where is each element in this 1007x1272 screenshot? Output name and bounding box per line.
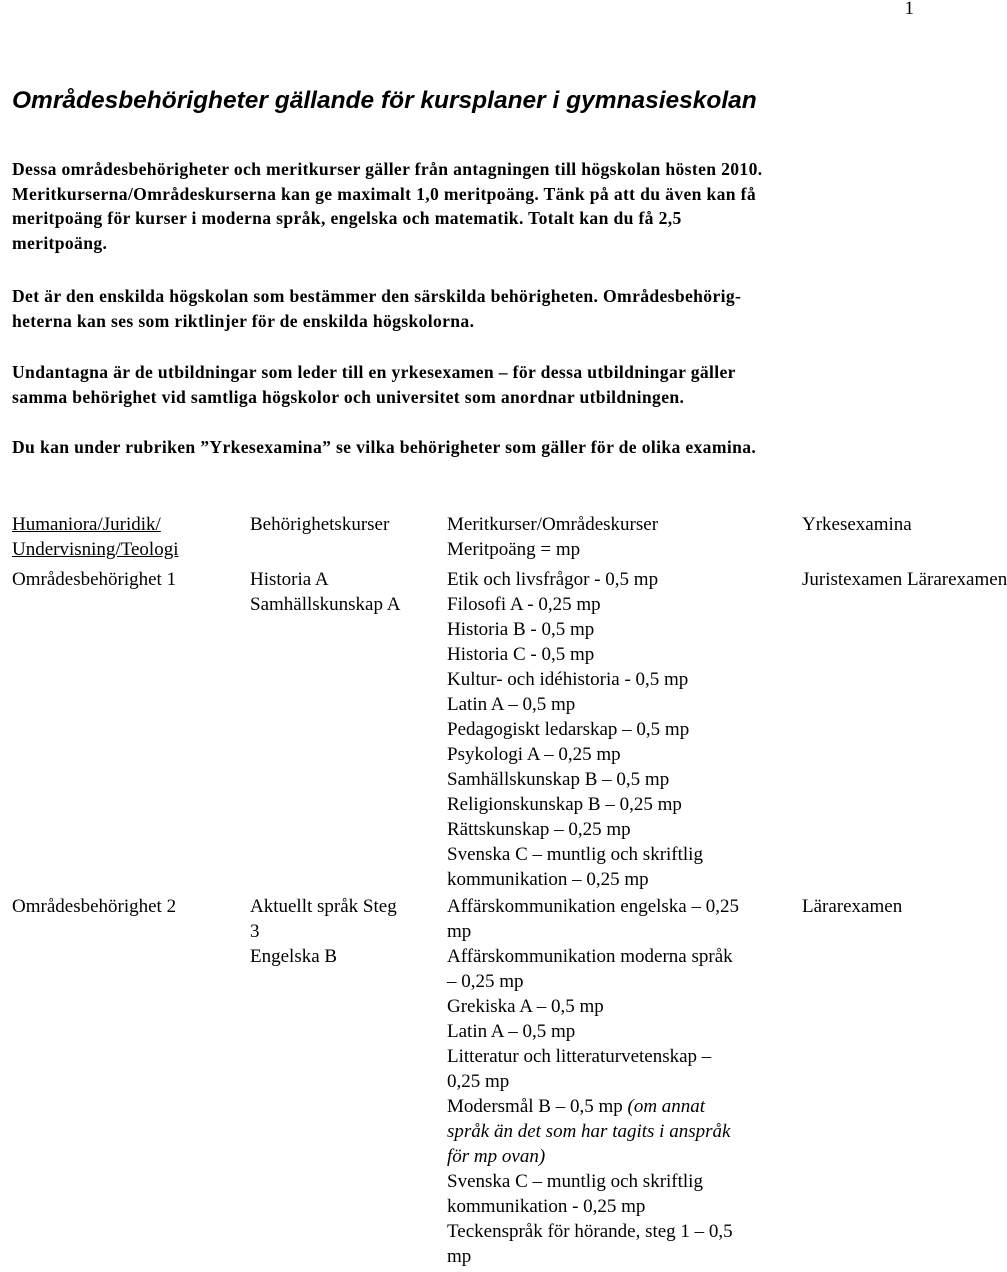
row2-professional-exams: Lärarexamen — [802, 896, 903, 917]
row1-professional-exams: Juristexamen Lärarexamen — [802, 569, 1007, 590]
row2-merit-courses — [447, 894, 792, 1269]
header-merit-courses: Meritkurser/Områdeskurser Meritpoäng = mp — [447, 514, 659, 560]
row1-required-courses: Historia A Samhällskunskap A — [250, 569, 401, 615]
row2-required-courses: Aktuellt språk Steg 3 Engelska B — [250, 896, 397, 967]
row1-merit-courses: Etik och livsfrågor - 0,5 mp Filosofi A - 0,25 mp Historia B - 0,5 mp Historia C - 0,5 mp Kultur- och idéhistoria - 0,5 mp Latin A – 0,5 mp Pedagogiskt ledarskap – 0,5 mp Psykologi A – 0,25 mp Samhällskunskap B – 0,5 mp Religionskunskap B – 0,25 mp Rättskunskap – 0,25 mp Svenska C – muntlig och skriftlig kommunikation – 0,25 mp — [447, 569, 703, 890]
header-required-courses: Behörighetskurser — [250, 514, 390, 535]
yrkesexamina-paragraph: Du kan under rubriken ”Yrkesexamina” se vilka behörigheter som gäller för de olika examina. — [12, 437, 757, 457]
row1-area: Områdesbehörighet 1 — [12, 569, 177, 590]
behorighet-paragraph: Det är den enskilda högskolan som bestämmer den särskilda behörigheten. Områdesbehörig- heterna kan ses som riktlinjer för de enskilda högskolorna. — [12, 286, 742, 331]
exception-paragraph: Undantagna är de utbildningar som leder till en yrkesexamen – för dessa utbildningar gäller samma behörighet vid samtliga högskolor och universitet som anordnar utbildningen. — [12, 362, 736, 407]
row2-merit-list: Affärskommunikation engelska – 0,25 mp Affärskommunikation moderna språk – 0,25 mp Grekiska A – 0,5 mp Latin A – 0,5 mp Litteratur och litteraturvetenskap – 0,25 mp Modersmål B – 0,5 mp — [447, 896, 739, 1117]
row2-area: Områdesbehörighet 2 — [12, 896, 177, 917]
page-number: 1 — [904, 0, 914, 19]
page-title: Områdesbehörigheter gällande för kursplaner i gymnasieskolan — [12, 87, 757, 114]
row2-merit-note: (om annat språk än det som har tagits i anspråk för mp ovan) — [447, 1096, 731, 1167]
row2-merit-list-continued: Svenska C – muntlig och skriftlig kommunikation - 0,25 mp Teckenspråk för hörande, steg 1 – 0,5 mp — [447, 1171, 733, 1267]
header-area: Humaniora/Juridik/ Undervisning/Teologi — [12, 514, 179, 560]
header-professional-exams: Yrkesexamina — [802, 514, 912, 535]
intro-paragraph: Dessa områdesbehörigheter och meritkurser gäller från antagningen till högskolan hösten 2010. Meritkurserna/Områdeskurserna kan ge maximalt 1,0 meritpoäng. Tänk på att du även kan få meritpoäng för kurser i moderna språk, engelska och matematik. Totalt kan du få 2,5 meritpoäng. — [12, 159, 763, 254]
